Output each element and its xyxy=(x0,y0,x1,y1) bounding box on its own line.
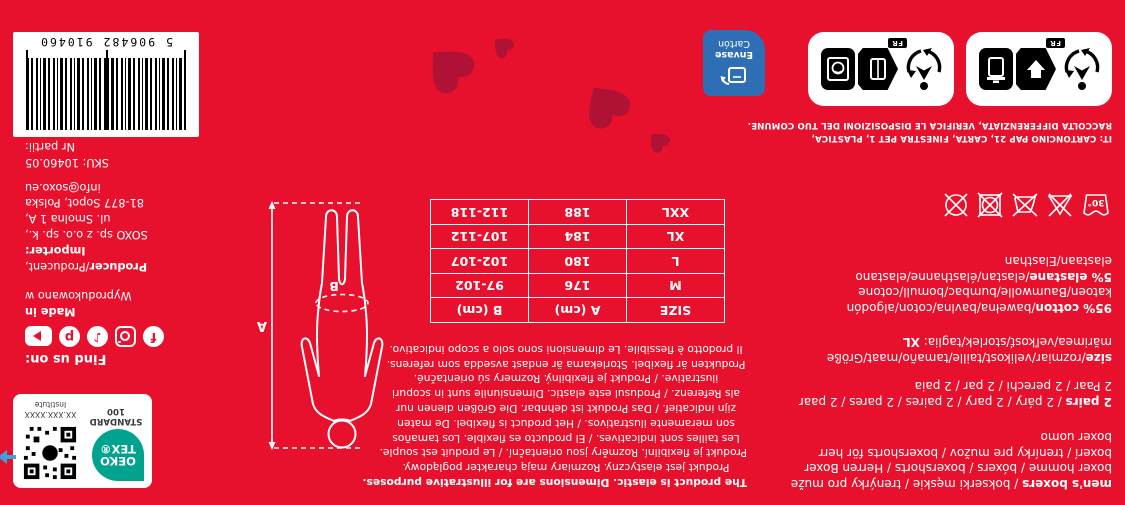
fr-badge: FR xyxy=(1046,38,1065,48)
disclaimer-line: The product is elastic. Dimensions are for illustrative purposes. xyxy=(362,476,747,489)
triman-logo-icon xyxy=(1059,42,1105,96)
oeko-tex-logo: OEKO TEX® xyxy=(92,429,144,481)
social-icons-row xyxy=(25,326,164,347)
oeko-tex-certificate xyxy=(13,394,152,488)
batch-number-label: Nr partii: xyxy=(25,140,75,154)
composition-block xyxy=(847,253,1112,315)
fr-badge: FR xyxy=(888,38,907,48)
washing-machine-icon xyxy=(821,48,855,90)
recycling-bin-icon xyxy=(979,48,1013,90)
do-not-bleach-icon xyxy=(1046,188,1074,219)
composition-line: elastaan/Elasthan xyxy=(1004,254,1112,269)
disclaimer-line: Il prodotto è flessibile. Le dimensioni sono solo a scopo indicativo. xyxy=(389,342,743,356)
blue-pointer-arrow xyxy=(0,451,16,465)
oeko-standard-text: STANDARD 100 xyxy=(89,406,143,426)
youtube-icon xyxy=(25,327,52,347)
col-header-size: SIZE xyxy=(627,298,725,323)
svg-text:30°: 30° xyxy=(1087,197,1105,207)
disclaimer-line: als Referenz. / Produsul este elastic. Dimensiunile sunt in scopuri xyxy=(392,387,740,401)
table-row: XXL 188 112-118 xyxy=(431,200,725,225)
carton-text: Cartón xyxy=(718,38,750,49)
disclaimer-line: Produkten är flexibel. Storlekarna är endast avsedda som referens. xyxy=(386,357,746,371)
oeko-cert-number: XX.XXX.XXXX Institute xyxy=(24,400,77,419)
hip-label: B xyxy=(329,279,339,294)
disclaimer-line: zijn indicatief. / Das Produkt ist dehnbar. Die Größen dienen nur xyxy=(395,402,737,416)
envase-carton-label xyxy=(703,30,765,96)
heart-decoration xyxy=(491,32,513,56)
table-row: M 176 97-102 xyxy=(431,274,725,299)
recycling-info-text xyxy=(748,119,1112,144)
window-film-icon xyxy=(858,48,898,90)
envase-text: Envase xyxy=(715,49,753,60)
do-not-iron-icon xyxy=(1010,188,1040,219)
size-line: mărimea/veľkosť/storlek/taglia: XL xyxy=(902,335,1112,350)
size-line: size/rozmiar/velikost/taille/tamaño/maat/Größe xyxy=(826,351,1112,365)
product-name-line: boxerí / trenírky pre mužov / boxershorts för herr xyxy=(818,445,1112,460)
do-not-dry-clean-icon xyxy=(942,188,970,219)
recycling-info-line: RACCOLTA DIFFERENZIATA, VERIFICA LE DISPOSIZIONI DEL TUO COMUNE. xyxy=(747,120,1112,131)
product-name-line: men's boxers / bokserki męskie / trenýrky pro muže xyxy=(790,477,1112,491)
disclaimer-line: Produkt jest elastyczny. Rozmiary mają charakter poglądowy. xyxy=(402,461,730,475)
producer-block: Producer/Producent, Importer: xyxy=(25,244,148,273)
table-row: XL 184 107-112 xyxy=(431,225,725,250)
table-row: L 180 102-107 xyxy=(431,249,725,274)
triman-sorting-label-window xyxy=(808,32,954,106)
heart-decoration xyxy=(582,79,628,125)
heart-decoration xyxy=(647,127,669,151)
sku-block xyxy=(25,138,109,170)
size-block xyxy=(827,334,1112,365)
product-name-line: boxer homme / bóxers / boxershorts / Herren Boxer xyxy=(804,461,1112,476)
made-in-block: Made in Wyprodukowano w xyxy=(25,289,132,318)
pairs-line: 2 pairs / 2 páry / 2 pary / 2 paires / 2 pares / 2 paar xyxy=(798,395,1112,409)
care-symbols-row xyxy=(942,188,1110,219)
disclaimer-line: son meramente ilustrativos. / Het product is flexibel. De maten xyxy=(397,416,735,430)
recycling-info-line: IT: CARTONCINO PAP 21, CARTA, FINESTRA PET 1, PLASTICA, xyxy=(811,133,1112,143)
triman-sorting-label-paper xyxy=(966,32,1112,106)
pairs-block xyxy=(799,378,1112,409)
pinterest-icon: p xyxy=(59,326,80,347)
product-name-block xyxy=(791,429,1112,491)
wash-30-icon xyxy=(1080,188,1110,219)
sku-value: SKU: 10460.05 xyxy=(25,156,109,169)
barcode-digits: 5 906482 910460 xyxy=(39,35,173,49)
pairs-line: 2 Paar / 2 perechi / 2 par / 2 paia xyxy=(914,379,1112,394)
composition-line: 5% elastane/elastan/élasthanne/elastano xyxy=(855,269,1112,284)
col-header-a-cm: A (cm) xyxy=(529,298,627,323)
body-measurement-figure xyxy=(252,171,422,475)
triman-labels-row xyxy=(808,32,1112,106)
disclaimer-line: Produkt je flexibilní. Rozměry jsou orientační. / Le produit est souple. xyxy=(379,446,747,460)
product-name-line: boxer uomo xyxy=(1040,430,1112,445)
height-label: A xyxy=(256,318,268,333)
qr-code xyxy=(23,421,79,440)
elasticity-disclaimer xyxy=(362,341,747,489)
packaging-arrow-icon xyxy=(1016,48,1056,90)
disclaimer-line: ilustrative. / Produkt je flexibilný. Rozmery sú orientačné. xyxy=(413,372,719,386)
tiktok-icon: ♪ xyxy=(87,326,108,347)
ean-barcode xyxy=(13,32,199,137)
do-not-tumble-dry-icon xyxy=(976,188,1004,219)
find-us-on-title: Find us on: xyxy=(25,351,107,366)
triman-logo-icon xyxy=(901,42,947,96)
composition-line: 95% cotton/bawełna/bavlna/coton/algodón xyxy=(846,301,1112,315)
table-header-row xyxy=(431,298,725,323)
composition-line: katoen/Baumwolle/bumbac/bomull/cotone xyxy=(858,285,1112,300)
col-header-b-cm: B (cm) xyxy=(431,298,529,323)
carton-recycle-icon xyxy=(719,60,749,79)
facebook-icon: f xyxy=(143,326,164,347)
instagram-icon xyxy=(115,326,136,347)
manufacturer-address: SOXO sp. z o.o. sp. k., ul. Smolna 1 A, 81-877 Sopot, Polska info@soxo.eu xyxy=(25,180,148,241)
size-chart-table xyxy=(430,200,725,324)
heart-decoration xyxy=(424,41,472,89)
disclaimer-line: Les tailles sont indicatives. / El producto es flexible. Los tamaños xyxy=(392,431,740,445)
